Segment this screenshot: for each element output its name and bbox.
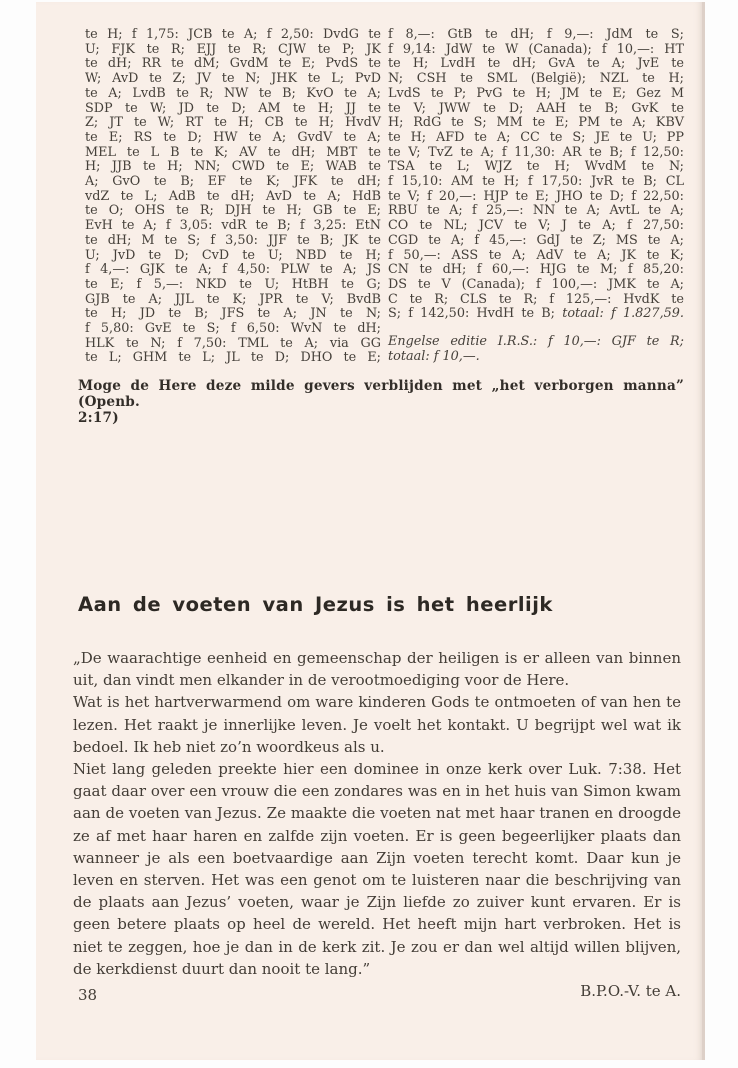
text-line: CGD te A; f 45,—: GdJ te Z; MS te A; bbox=[388, 232, 684, 248]
donation-list-left-column bbox=[85, 28, 381, 366]
text-line: A; GvO te B; EF te K; JFK te dH; bbox=[85, 174, 381, 190]
text-line: f 5,80: GvE te S; f 6,50: WvN te dH; bbox=[85, 321, 381, 337]
text-line: 2:17) bbox=[78, 410, 119, 426]
text-line: EvH te A; f 3,05: vdR te B; f 3,25: EtN bbox=[85, 218, 381, 234]
text-line: GJB te A; JJL te K; JPR te V; BvdB bbox=[85, 291, 381, 307]
text-line: U; FJK te R; EJJ te R; CJW te P; JK bbox=[85, 41, 381, 57]
text-line: f 50,—: ASS te A; AdV te A; JK te K; bbox=[388, 247, 684, 263]
text-line: HLK te N; f 7,50: TML te A; via GG bbox=[85, 335, 381, 351]
text-line: te H; f 1,75: JCB te A; f 2,50: DvdG te bbox=[85, 27, 381, 42]
text-line: te H; JD te B; JFS te A; JN te N; bbox=[85, 306, 381, 322]
page-number: 38 bbox=[78, 986, 98, 1004]
blessing-line bbox=[78, 378, 684, 426]
text-line: te V; f 20,—: HJP te E; JHO te D; f 22,50: bbox=[388, 188, 684, 204]
text-line: N; CSH te SML (België); NZL te H; bbox=[388, 71, 684, 87]
donation-list-right-lines bbox=[388, 28, 684, 322]
text-line: te dH; RR te dM; GvdM te E; PvdS te bbox=[85, 56, 381, 72]
text-line: CO te NL; JCV te V; J te A; f 27,50: bbox=[388, 218, 684, 234]
text-line: f 9,14: JdW te W (Canada); f 10,—: HT bbox=[388, 41, 684, 57]
text-line: te V; JWW te D; AAH te B; GvK te bbox=[388, 100, 684, 116]
text-line: f 8,—: GtB te dH; f 9,—: JdM te S; bbox=[388, 27, 684, 42]
text-line: „De waarachtige eenheid en gemeenschap der heiligen is er alleen van binnen uit, dan vindt men elkander in de verootmoediging voor de Here. bbox=[73, 649, 681, 690]
text-line: LvdS te P; PvG te H; JM te E; Gez M bbox=[388, 85, 684, 101]
text-line: Niet lang geleden preekte hier een dominee in onze kerk over Luk. 7:38. Het gaat daar over een vrouw die een zondares was en in het huis van Simon kwam aan de voeten van Jezus. Ze maakte die voeten nat met haar tranen en droogde ze af met haar haren en zalfde zijn voeten. Er is geen begeerlijker plaats dan wanneer je als een boetvaardige aan Zijn voeten terecht komt. Daar kun je leven en sterven. Het was een genot om te luisteren naar die beschrijving van de plaats aan Jezus’ voeten, waar je Zijn liefde zo zuiver kunt ervaren. Er is geen betere plaats op heel de wereld. Het heeft mijn hart verbroken. Het is niet te zeggen, hoe je dan in de kerk zit. Je zou er dan wel altijd willen blijven, de kerkdienst duurt dan nooit te lang.” bbox=[73, 760, 681, 978]
text-line: f 4,—: GJK te A; f 4,50: PLW te A; JS bbox=[85, 262, 381, 278]
article-signature: B.P.O.-V. te A. bbox=[580, 982, 681, 1001]
text-line: C te R; CLS te R; f 125,—: HvdK te bbox=[388, 291, 684, 307]
text-line: totaal: f 10,—. bbox=[388, 348, 480, 364]
text-line: te H; LvdH te dH; GvA te A; JvE te bbox=[388, 56, 684, 72]
text-line: SDP te W; JD te D; AM te H; JJ te bbox=[85, 100, 381, 116]
english-edition-note bbox=[388, 335, 684, 364]
article-body bbox=[73, 647, 681, 1002]
text-line: CN te dH; f 60,—: HJG te M; f 85,20: bbox=[388, 262, 684, 278]
text-line: te L; GHM te L; JL te D; DHO te E; bbox=[85, 350, 381, 366]
text-line: te H; AFD te A; CC te S; JE te U; PP bbox=[388, 129, 684, 145]
article-paragraphs bbox=[73, 647, 681, 980]
text-line: TSA te L; WJZ te H; WvdM te N; bbox=[388, 159, 684, 175]
text-line: DS te V (Canada); f 100,—: JMK te A; bbox=[388, 276, 684, 292]
article-title: Aan de voeten van Jezus is het heerlijk bbox=[78, 593, 553, 616]
text-line: te dH; M te S; f 3,50: JJF te B; JK te bbox=[85, 232, 381, 248]
book-page bbox=[36, 2, 705, 1060]
text-line: RBU te A; f 25,—: NN te A; AvtL te A; bbox=[388, 203, 684, 219]
text-line: S; f 142,50: HvdH te B; totaal: f 1.827,59. bbox=[388, 306, 684, 322]
text-line: Z; JT te W; RT te H; CB te H; HvdV bbox=[85, 115, 381, 131]
text-line: vdZ te L; AdB te dH; AvD te A; HdB bbox=[85, 188, 381, 204]
text-line: te O; OHS te R; DJH te H; GB te E; bbox=[85, 203, 381, 219]
text-line: te E; f 5,—: NKD te U; HtBH te G; bbox=[85, 276, 381, 292]
text-line: H; RdG te S; MM te E; PM te A; KBV bbox=[388, 115, 684, 131]
text-line: U; JvD te D; CvD te U; NBD te H; bbox=[85, 247, 381, 263]
text-line: f 15,10: AM te H; f 17,50: JvR te B; CL bbox=[388, 174, 684, 190]
text-line: te E; RS te D; HW te A; GvdV te A; bbox=[85, 129, 381, 145]
text-line: te V; TvZ te A; f 11,30: AR te B; f 12,50: bbox=[388, 144, 684, 160]
text-line: Moge de Here deze milde gevers verblijden met „het verborgen manna” (Openb. bbox=[78, 378, 684, 410]
donation-list bbox=[85, 28, 684, 366]
text-line: MEL te L B te K; AV te dH; MBT te bbox=[85, 144, 381, 160]
text-line: Wat is het hartverwarmend om ware kinderen Gods te ontmoeten of van hen te lezen. Het raakt je innerlijke leven. Je voelt het kontakt. U begrijpt wel wat ik bedoel. Ik heb niet zo’n woordkeus als u. bbox=[73, 693, 681, 756]
text-line: Engelse editie I.R.S.: f 10,—: GJF te R; bbox=[388, 334, 684, 350]
donation-list-right-column bbox=[388, 28, 684, 366]
text-line: te A; LvdB te R; NW te B; KvO te A; bbox=[85, 85, 381, 101]
text-line: H; JJB te H; NN; CWD te E; WAB te bbox=[85, 159, 381, 175]
text-line: W; AvD te Z; JV te N; JHK te L; PvD bbox=[85, 71, 381, 87]
